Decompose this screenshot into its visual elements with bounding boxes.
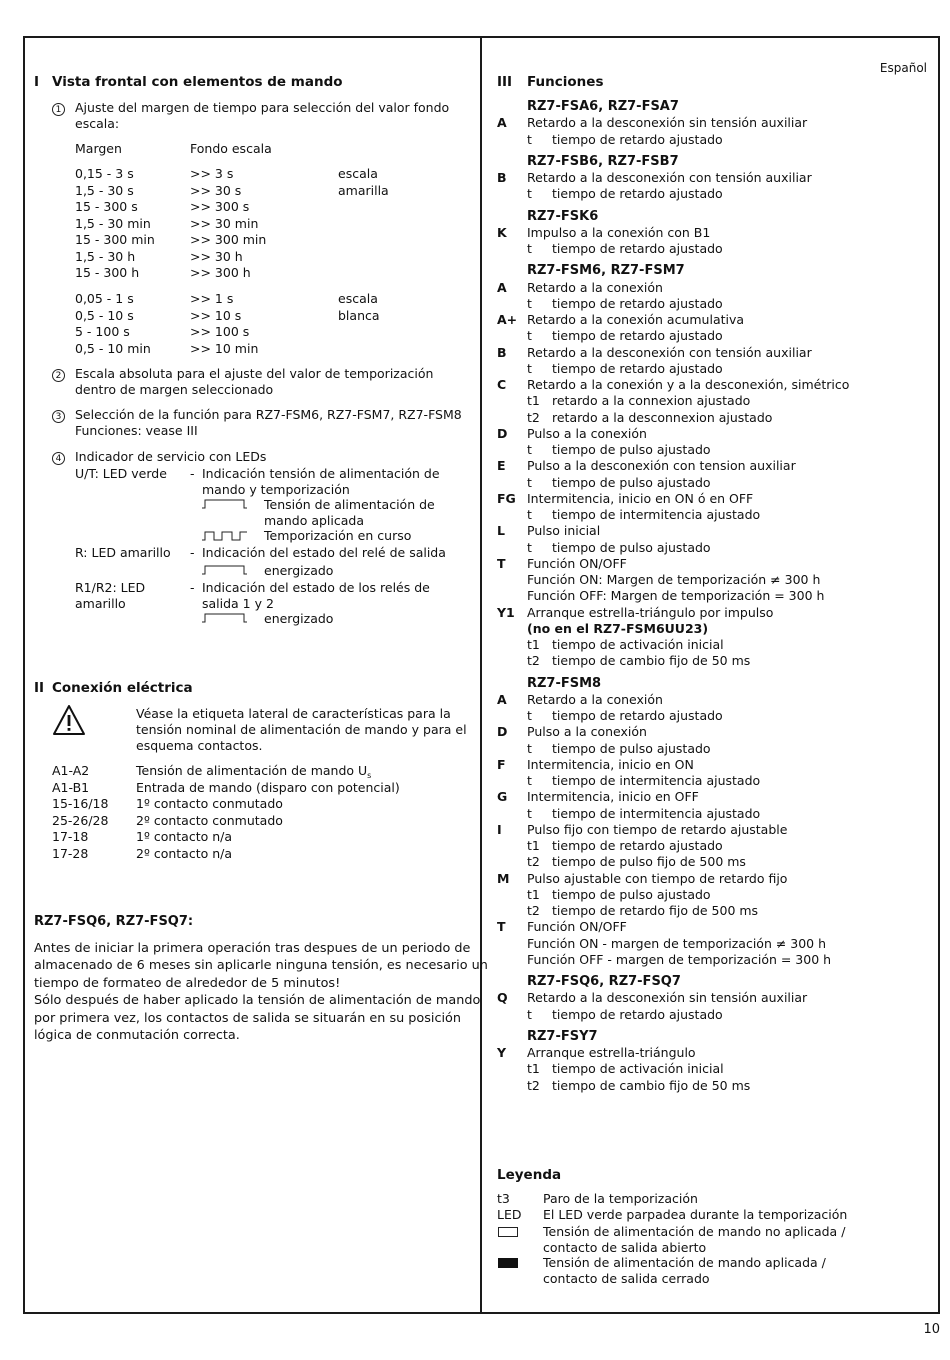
legend-text: El LED verde parpadea durante la temporización: [543, 1207, 848, 1222]
param-key: t: [527, 360, 532, 376]
function-key: L: [497, 523, 505, 539]
param-text: retardo a la connexion ajustado: [552, 393, 751, 409]
section-number: II: [34, 680, 45, 696]
param-text: tiempo de cambio fijo de 50 ms: [552, 653, 751, 669]
terminal-desc: 1º contacto conmutado: [136, 796, 283, 811]
paragraph-line: tiempo de formateo de alrededor de 5 minutos!: [34, 975, 341, 991]
legend-key: LED: [497, 1207, 522, 1222]
legend-text: Tensión de alimentación de mando aplicada /: [543, 1255, 826, 1270]
range-margin: 15 - 300 s: [75, 199, 138, 214]
symbol-desc: Tensión de alimentación de: [264, 497, 435, 512]
model-heading: RZ7-FSY7: [527, 1028, 598, 1044]
legend-text: Tensión de alimentación de mando no aplicada /: [543, 1224, 846, 1239]
param-key: t: [527, 507, 532, 522]
range-fullscale: >> 100 s: [190, 324, 250, 339]
led-label: amarillo: [75, 596, 126, 611]
param-key: t: [527, 131, 532, 147]
range-fullscale: >> 30 s: [190, 182, 242, 198]
function-text: Retardo a la desconexión con tensión auxiliar: [527, 170, 812, 185]
led-desc: mando y temporización: [202, 482, 350, 497]
function-key: E: [497, 458, 506, 474]
scale-color: blanca: [338, 307, 380, 323]
function-key: M: [497, 870, 510, 886]
function-text: Función ON - margen de temporización ≠ 300 h: [527, 935, 827, 951]
section-title: Funciones: [527, 74, 604, 90]
param-text: tiempo de retardo ajustado: [552, 295, 723, 311]
function-key: F: [497, 756, 506, 772]
item-text: Escala absoluta para el ajuste del valor de temporización: [75, 366, 434, 381]
param-key: t2: [527, 653, 540, 669]
param-key: t2: [527, 854, 540, 870]
param-key: t2: [527, 1077, 540, 1093]
param-key: t: [527, 708, 532, 723]
function-text: Pulso inicial: [527, 523, 601, 539]
function-key: B: [497, 170, 507, 185]
function-text: Retardo a la conexión acumulativa: [527, 312, 745, 327]
section-number: III: [497, 74, 513, 90]
symbol-desc: Temporización en curso: [264, 528, 412, 543]
item-text: dentro de margen seleccionado: [75, 382, 274, 397]
warning-text: tensión nominal de alimentación de mando y para el: [136, 722, 467, 737]
led-label: R: LED amarillo: [75, 545, 171, 560]
param-key: t1: [527, 838, 540, 853]
function-text: Función OFF: Margen de temporización = 300 h: [527, 588, 825, 604]
scale-color: escala: [338, 166, 378, 181]
function-text: Intermitencia, inicio en ON ó en OFF: [527, 490, 754, 506]
range-margin: 0,05 - 1 s: [75, 291, 134, 306]
function-key: A: [497, 279, 507, 295]
function-key: Q: [497, 990, 508, 1006]
param-text: tiempo de pulso ajustado: [552, 539, 711, 555]
param-text: tiempo de pulso ajustado: [552, 740, 711, 756]
dash: -: [190, 466, 195, 481]
page-number: 10: [923, 1322, 940, 1337]
function-text: Retardo a la conexión y a la desconexión, simétrico: [527, 377, 850, 392]
range-fullscale: >> 10 min: [190, 340, 259, 356]
function-text: Retardo a la desconexión con tensión auxiliar: [527, 344, 812, 360]
model-heading: RZ7-FSM8: [527, 675, 602, 691]
function-text: Impulso a la conexión con B1: [527, 224, 711, 240]
function-key: D: [497, 425, 508, 441]
param-text: tiempo de retardo ajustado: [552, 1006, 723, 1022]
blink-symbol-icon: [202, 531, 247, 541]
param-key: t: [527, 805, 532, 821]
param-text: tiempo de intermitencia ajustado: [552, 805, 761, 821]
function-text: Pulso a la desconexión con tension auxiliar: [527, 458, 796, 474]
paragraph-line: por primera vez, los contactos de salida se situarán en su posición: [34, 1010, 462, 1026]
function-text: Retardo a la conexión: [527, 691, 663, 707]
function-text: Función ON: Margen de temporización ≠ 300 h: [527, 572, 821, 587]
range-margin: 15 - 300 min: [75, 232, 155, 247]
item-marker: 3: [52, 407, 65, 423]
led-desc: Indicación del estado de los relés de: [202, 580, 430, 595]
function-text: Arranque estrella-triángulo por impulso: [527, 604, 774, 620]
led-label: U/T: LED verde: [75, 466, 167, 481]
function-text: Arranque estrella-triángulo: [527, 1045, 696, 1060]
function-text: Pulso fijo con tiempo de retardo ajustable: [527, 821, 788, 837]
function-text: Retardo a la conexión: [527, 279, 663, 295]
item-text: Selección de la función para RZ7-FSM6, RZ7-FSM7, RZ7-FSM8: [75, 407, 462, 422]
param-key: t: [527, 740, 532, 756]
param-key: t1: [527, 886, 540, 902]
param-text: tiempo de retardo ajustado: [552, 328, 723, 344]
function-text: Función OFF - margen de temporización = 300 h: [527, 951, 832, 967]
param-key: t: [527, 539, 532, 555]
function-text: Pulso a la conexión: [527, 724, 647, 740]
item-text: escala:: [75, 116, 120, 131]
param-text: tiempo de intermitencia ajustado: [552, 773, 761, 788]
section-title: Vista frontal con elementos de mando: [52, 74, 343, 90]
led-desc: salida 1 y 2: [202, 596, 274, 611]
dash: -: [190, 545, 195, 560]
function-key: K: [497, 224, 507, 240]
terminal-label: A1-A2: [52, 763, 90, 778]
terminal-desc: 2º contacto n/a: [136, 845, 233, 861]
terminal-desc: Entrada de mando (disparo con potencial): [136, 779, 400, 795]
pulse-symbol-icon: [202, 499, 247, 509]
function-text: Pulso a la conexión: [527, 425, 647, 441]
model-heading: RZ7-FSK6: [527, 208, 599, 224]
range-fullscale: >> 300 h: [190, 265, 251, 280]
warning-text: Véase la etiqueta lateral de características para la: [136, 706, 451, 721]
scale-color: amarilla: [338, 182, 389, 198]
symbol-desc: energizado: [264, 563, 334, 578]
param-key: t: [527, 186, 532, 202]
range-fullscale: >> 30 min: [190, 215, 259, 231]
param-key: t2: [527, 409, 540, 425]
param-text: tiempo de pulso ajustado: [552, 442, 711, 457]
column-divider: [480, 36, 482, 1314]
language-label: Español: [879, 61, 927, 75]
param-key: t: [527, 773, 532, 788]
led-desc: Indicación tensión de alimentación de: [202, 466, 440, 481]
function-text: Pulso ajustable con tiempo de retardo fijo: [527, 870, 788, 886]
paragraph-line: Antes de iniciar la primera operación tras despues de un periodo de: [34, 941, 471, 956]
param-text: tiempo de pulso ajustado: [552, 474, 711, 490]
param-key: t: [527, 474, 532, 490]
legend-text: contacto de salida abierto: [543, 1240, 707, 1255]
item-marker: 1: [52, 100, 65, 116]
pulse-symbol-icon: [202, 613, 247, 623]
model-heading: RZ7-FSA6, RZ7-FSA7: [527, 99, 679, 114]
function-text: Función ON/OFF: [527, 919, 627, 935]
function-key: T: [497, 919, 506, 935]
column-header-margen: Margen: [75, 141, 122, 156]
param-key: t2: [527, 903, 540, 918]
param-text: tiempo de retardo ajustado: [552, 241, 723, 256]
model-heading: RZ7-FSB6, RZ7-FSB7: [527, 153, 679, 169]
terminal-label: 17-28: [52, 845, 89, 861]
terminal-label: A1-B1: [52, 779, 90, 795]
legend-text: contacto de salida cerrado: [543, 1271, 710, 1286]
dash: -: [190, 580, 195, 595]
model-heading: RZ7-FSM6, RZ7-FSM7: [527, 263, 685, 279]
range-margin: 1,5 - 30 s: [75, 182, 134, 198]
legend-key: t3: [497, 1191, 510, 1206]
pulse-symbol-icon: [202, 565, 247, 575]
param-text: tiempo de pulso fijo de 500 ms: [552, 854, 746, 870]
param-text: tiempo de activación inicial: [552, 637, 724, 652]
param-text: tiempo de retardo ajustado: [552, 708, 723, 723]
function-text: Retardo a la desconexión sin tensión auxiliar: [527, 115, 808, 131]
led-label: R1/R2: LED: [75, 580, 146, 595]
function-key: G: [497, 789, 508, 805]
warning-icon: [52, 704, 86, 736]
item-title: Indicador de servicio con LEDs: [75, 449, 267, 464]
range-margin: 1,5 - 30 min: [75, 215, 151, 231]
terminal-desc: Tensión de alimentación de mando $U_s$: [136, 763, 372, 780]
function-note: (no en el RZ7-FSM6UU23): [527, 620, 709, 636]
item-text: Funciones: vease III: [75, 423, 198, 438]
range-fullscale: >> 1 s: [190, 291, 234, 306]
function-text: Función ON/OFF: [527, 555, 627, 571]
range-margin: 15 - 300 h: [75, 265, 140, 280]
function-key: Y: [497, 1045, 507, 1060]
function-key: C: [497, 377, 507, 392]
legend-text: Paro de la temporización: [543, 1191, 698, 1206]
param-text: tiempo de retardo ajustado: [552, 360, 723, 376]
param-text: tiempo de retardo ajustado: [552, 186, 723, 202]
item-text: Ajuste del margen de tiempo para selección del valor fondo: [75, 100, 450, 115]
param-key: t: [527, 328, 532, 344]
section-title: Conexión eléctrica: [52, 680, 193, 696]
range-fullscale: >> 10 s: [190, 307, 242, 323]
terminal-label: 15-16/18: [52, 796, 109, 811]
function-key: I: [497, 821, 502, 837]
function-key: A+: [497, 312, 518, 327]
symbol-desc: energizado: [264, 611, 334, 626]
column-header-fondo: Fondo escala: [190, 141, 272, 156]
range-fullscale: >> 30 h: [190, 248, 243, 264]
param-key: t: [527, 241, 532, 256]
param-key: t1: [527, 1061, 540, 1077]
legend-title: Leyenda: [497, 1167, 562, 1183]
param-text: tiempo de retardo ajustado: [552, 131, 723, 147]
function-key: D: [497, 724, 508, 740]
function-key: B: [497, 344, 507, 360]
range-fullscale: >> 300 s: [190, 199, 250, 214]
param-text: tiempo de intermitencia ajustado: [552, 507, 761, 522]
black-box-icon: [498, 1258, 518, 1268]
model-heading: RZ7-FSQ6, RZ7-FSQ7: [527, 974, 681, 989]
range-margin: 0,15 - 3 s: [75, 166, 134, 181]
function-key: A: [497, 691, 507, 707]
range-margin: 0,5 - 10 s: [75, 307, 134, 323]
function-key: Y1: [497, 604, 515, 620]
function-key: FG: [497, 490, 516, 506]
function-text: Intermitencia, inicio en ON: [527, 756, 694, 772]
fsq-title: RZ7-FSQ6, RZ7-FSQ7:: [34, 914, 194, 929]
range-margin: 0,5 - 10 min: [75, 340, 151, 356]
terminal-label: 25-26/28: [52, 812, 109, 828]
terminal-desc: 1º contacto n/a: [136, 829, 233, 844]
param-text: tiempo de pulso ajustado: [552, 886, 711, 902]
param-key: t: [527, 442, 532, 457]
function-key: T: [497, 555, 506, 571]
terminal-label: 17-18: [52, 829, 89, 844]
warning-text: esquema contactos.: [136, 738, 263, 753]
range-margin: 5 - 100 s: [75, 324, 130, 339]
item-marker: 4: [52, 449, 65, 465]
param-text: tiempo de cambio fijo de 50 ms: [552, 1077, 751, 1093]
param-text: retardo a la desconnexion ajustado: [552, 409, 773, 425]
function-key: A: [497, 115, 507, 131]
scale-color: escala: [338, 291, 378, 306]
range-margin: 1,5 - 30 h: [75, 248, 136, 264]
function-text: Intermitencia, inicio en OFF: [527, 789, 699, 805]
param-text: tiempo de retardo fijo de 500 ms: [552, 903, 759, 918]
param-text: tiempo de activación inicial: [552, 1061, 724, 1077]
paragraph-line: lógica de conmutación correcta.: [34, 1028, 240, 1043]
function-text: Retardo a la desconexión sin tensión auxiliar: [527, 990, 808, 1006]
section-number: I: [34, 74, 40, 90]
paragraph-line: Sólo después de haber aplicado la tensión de alimentación de mando: [34, 993, 481, 1009]
param-key: t: [527, 295, 532, 311]
led-desc: Indicación del estado del relé de salida: [202, 545, 446, 560]
param-key: t1: [527, 637, 540, 652]
range-fullscale: >> 3 s: [190, 166, 234, 181]
param-key: t: [527, 1006, 532, 1022]
range-fullscale: >> 300 min: [190, 232, 267, 247]
terminal-desc: 2º contacto conmutado: [136, 812, 283, 828]
param-text: tiempo de retardo ajustado: [552, 838, 723, 853]
white-box-icon: [498, 1227, 518, 1237]
item-marker: 2: [52, 366, 65, 382]
paragraph-line: almacenado de 6 meses sin aplicarle ninguna tensión, es necesario un: [34, 958, 488, 974]
symbol-desc: mando aplicada: [264, 513, 364, 528]
param-key: t1: [527, 393, 540, 409]
